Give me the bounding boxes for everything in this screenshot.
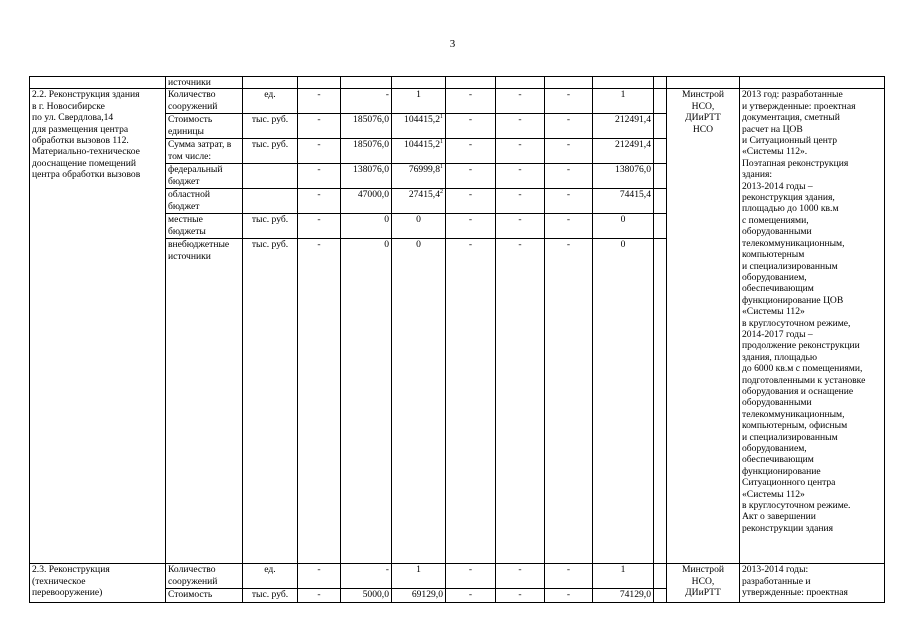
value-y4: - (446, 564, 496, 589)
value-y3 (392, 89, 446, 114)
result-cell-line: оборудованными (742, 397, 812, 409)
result-cell-line: оборудованными (742, 226, 812, 238)
unit-cell: ед. (243, 564, 298, 589)
result-cell-line: и специализированным (742, 260, 838, 272)
result-cell-line: 2013-2014 годы – (742, 180, 813, 192)
value-y6: - (545, 189, 593, 214)
empty-cell (341, 77, 392, 89)
value-y2: - (341, 564, 392, 589)
spacer-cell (654, 189, 667, 214)
value-y4: - (446, 189, 496, 214)
value-y1: - (298, 564, 341, 589)
value-y6: - (545, 114, 593, 139)
activity-title-line: перевооружение) (32, 587, 103, 599)
value-y5: - (496, 114, 545, 139)
result-cell-line: Ситуационного центра (742, 477, 836, 489)
result-cell-line: Поэтапная реконструкция (742, 157, 849, 169)
table-row (30, 564, 885, 589)
unit-cell (243, 189, 298, 214)
result-cell-line: оборудования и оснащение (742, 385, 854, 397)
result-cell-line: компьютерным (742, 249, 805, 261)
unit-cell: тыс. руб. (243, 589, 298, 603)
value-y5: - (496, 589, 545, 603)
activity-title-line: (техническое (32, 575, 86, 587)
value-y2: 0 (341, 214, 392, 239)
value-y1: - (298, 89, 341, 114)
executor-cell (667, 89, 740, 564)
value-y3 (392, 189, 446, 214)
empty-cell (593, 77, 654, 89)
activity-title-line: по ул. Свердлова,14 (32, 112, 114, 124)
value-y5: - (496, 139, 545, 164)
activity-title (30, 564, 166, 603)
result-cell-line: телекоммуникационным, (742, 237, 845, 249)
value-y6: - (545, 239, 593, 564)
unit-cell: тыс. руб. (243, 214, 298, 239)
value-y6: - (545, 214, 593, 239)
unit-cell: тыс. руб. (243, 239, 298, 564)
table-body (30, 77, 885, 603)
value-y3 (392, 564, 446, 589)
result-cell-line: телекоммуникационным, (742, 408, 845, 420)
result-cell-line: и утвержденные: проектная (742, 100, 856, 112)
spacer-cell (654, 114, 667, 139)
indicator-cell: Стоимость единицы (166, 114, 243, 139)
value-total: 1 (593, 89, 654, 114)
value-y3 (392, 589, 446, 603)
result-cell (740, 77, 885, 89)
result-cell-line: подготовленными к установке (742, 374, 866, 386)
result-cell-line: здания, площадью (742, 351, 818, 363)
empty-cell (298, 77, 341, 89)
value-y4: - (446, 164, 496, 189)
value-y2: - (341, 89, 392, 114)
result-cell-line: Акт о завершении (742, 511, 816, 523)
table-row (30, 77, 885, 89)
result-cell-line: «Системы 112» (742, 306, 805, 318)
value-total: 0 (593, 214, 654, 239)
value-y1: - (298, 189, 341, 214)
activity-title-line: Материально-техническое (32, 146, 140, 158)
value-y2: 47000,0 (341, 189, 392, 214)
activity-title-line: 2.3. Реконструкция (32, 564, 110, 576)
page-number: 3 (449, 38, 456, 50)
value-y6: - (545, 89, 593, 114)
result-cell-line: обеспечивающим (742, 283, 814, 295)
value-y5: - (496, 214, 545, 239)
value-y6: - (545, 564, 593, 589)
result-cell-line: в круглосуточном режиме, (742, 317, 851, 329)
spacer-cell (654, 589, 667, 603)
activity-title-line: в г. Новосибирске (32, 100, 105, 112)
spacer-cell (654, 164, 667, 189)
spacer-cell (654, 139, 667, 164)
value-y5: - (496, 89, 545, 114)
value-y3 (392, 114, 446, 139)
value-y3 (392, 164, 446, 189)
value-y5: - (496, 164, 545, 189)
result-cell-line: реконструкция здания, (742, 192, 835, 204)
executor-cell-line: НСО (692, 123, 714, 135)
unit-cell (243, 164, 298, 189)
value-y2: 5000,0 (341, 589, 392, 603)
value-y2: 185076,0 (341, 114, 392, 139)
result-cell-line: разработанные и (742, 575, 811, 587)
spacer-cell (654, 239, 667, 564)
result-cell-line: 2014-2017 годы – (742, 328, 813, 340)
spacer-cell (654, 89, 667, 114)
executor-cell (667, 77, 740, 89)
result-cell-line: утвержденные: проектная (742, 587, 848, 599)
unit-cell: тыс. руб. (243, 114, 298, 139)
executor-cell-line: НСО, (691, 100, 715, 112)
empty-cell (654, 77, 667, 89)
result-cell (740, 564, 885, 603)
value-total: 212491,4 (593, 114, 654, 139)
result-cell-line: функционирование (742, 465, 821, 477)
executor-cell-line: НСО, (691, 575, 715, 587)
footnote-mark: 1 (440, 164, 443, 171)
empty-cell (545, 77, 593, 89)
value-y3-amount: 104415,2 (404, 114, 440, 126)
result-cell-line: «Системы 112» (742, 488, 805, 500)
value-y4: - (446, 214, 496, 239)
table-row (30, 89, 885, 114)
value-y1: - (298, 139, 341, 164)
value-y3 (392, 214, 446, 239)
value-total: 0 (593, 239, 654, 564)
activity-title (30, 89, 166, 564)
footnote-mark: 1 (440, 139, 443, 146)
value-y6: - (545, 139, 593, 164)
value-y3-amount: 76999,8 (408, 164, 440, 176)
value-y4: - (446, 89, 496, 114)
value-total: 138076,0 (593, 164, 654, 189)
result-cell-line: и Ситуационный центр (742, 135, 838, 147)
result-cell-line: до 6000 кв.м с помещениями, (742, 363, 863, 375)
executor-cell-line: ДИиРТТ (685, 112, 721, 124)
value-y4: - (446, 589, 496, 603)
activity-title-line: 2.2. Реконструкция здания (32, 89, 140, 101)
result-cell-line: обеспечивающим (742, 454, 814, 466)
spacer-cell (654, 564, 667, 589)
value-y3-amount: 1 (416, 564, 421, 576)
empty-cell (446, 77, 496, 89)
value-y3-amount: 27415,4 (408, 189, 440, 201)
result-cell-line: площадью до 1000 кв.м (742, 203, 839, 215)
indicator-cell: областной бюджет (166, 189, 243, 214)
value-y6: - (545, 589, 593, 603)
activity-title-line: дооснащение помещений (32, 157, 137, 169)
value-y3-amount: 104415,2 (404, 139, 440, 151)
value-y1: - (298, 114, 341, 139)
value-y3-amount: 0 (416, 214, 421, 226)
activity-title-line: для размещения центра (32, 123, 129, 135)
value-y4: - (446, 239, 496, 564)
value-y2: 185076,0 (341, 139, 392, 164)
executor-cell-line: Минстрой (681, 564, 725, 576)
indicator-cell: источники (166, 77, 243, 89)
value-y3-amount: 1 (416, 89, 421, 101)
indicator-cell: Количество сооружений (166, 564, 243, 589)
result-cell-line: оборудованием, (742, 271, 807, 283)
indicator-cell: Стоимость (166, 589, 243, 603)
unit-cell: тыс. руб. (243, 139, 298, 164)
result-cell-line: 2013-2014 годы: (742, 564, 809, 576)
activity-cell (30, 77, 166, 89)
activity-title-line: центра обработки вызовов (32, 169, 141, 181)
value-y3 (392, 139, 446, 164)
executor-cell-line: ДИиРТТ (685, 587, 721, 599)
activity-title-line: обработки вызовов 112. (32, 135, 129, 147)
result-cell-line: документация, сметный (742, 112, 840, 124)
indicator-cell: местные бюджеты (166, 214, 243, 239)
value-y1: - (298, 239, 341, 564)
value-y3 (392, 239, 446, 564)
indicator-cell: Сумма затрат, в том числе: (166, 139, 243, 164)
value-y6: - (545, 164, 593, 189)
empty-cell (496, 77, 545, 89)
value-y2: 0 (341, 239, 392, 564)
value-y2: 138076,0 (341, 164, 392, 189)
indicator-cell: федеральный бюджет (166, 164, 243, 189)
value-y5: - (496, 189, 545, 214)
empty-cell (243, 77, 298, 89)
result-cell-line: реконструкции здания (742, 522, 834, 534)
value-y4: - (446, 114, 496, 139)
empty-cell (392, 77, 446, 89)
result-cell-line: компьютерным, офисным (742, 420, 848, 432)
value-y3-amount: 69129,0 (411, 589, 443, 601)
result-cell (740, 89, 885, 564)
result-cell-line: в круглосуточном режиме. (742, 500, 851, 512)
result-cell-line: расчет на ЦОВ (742, 123, 803, 135)
value-y1: - (298, 214, 341, 239)
value-total: 74129,0 (593, 589, 654, 603)
value-total: 212491,4 (593, 139, 654, 164)
spacer-cell (654, 214, 667, 239)
result-cell-line: и специализированным (742, 431, 838, 443)
value-y5: - (496, 564, 545, 589)
result-cell-line: с помещениями, (742, 214, 809, 226)
footnote-mark: 1 (440, 114, 443, 121)
value-y4: - (446, 139, 496, 164)
value-y3-amount: 0 (416, 239, 421, 251)
program-activities-table (29, 76, 885, 603)
executor-cell-line: Минстрой (681, 89, 725, 101)
footnote-mark: 2 (440, 189, 443, 196)
indicator-cell: внебюджетные источники (166, 239, 243, 564)
value-y5: - (496, 239, 545, 564)
value-y1: - (298, 589, 341, 603)
result-cell-line: функционирование ЦОВ (742, 294, 844, 306)
result-cell-line: оборудованием, (742, 443, 807, 454)
unit-cell: ед. (243, 89, 298, 114)
result-cell-line: здания: (742, 169, 773, 181)
indicator-cell: Количество сооружений (166, 89, 243, 114)
result-cell-line: продолжение реконструкции (742, 340, 860, 352)
executor-cell (667, 564, 740, 603)
result-cell-line: «Системы 112». (742, 146, 808, 158)
value-y1: - (298, 164, 341, 189)
value-total: 1 (593, 564, 654, 589)
result-cell-line: 2013 год: разработанные (742, 89, 843, 101)
value-total: 74415,4 (593, 189, 654, 214)
